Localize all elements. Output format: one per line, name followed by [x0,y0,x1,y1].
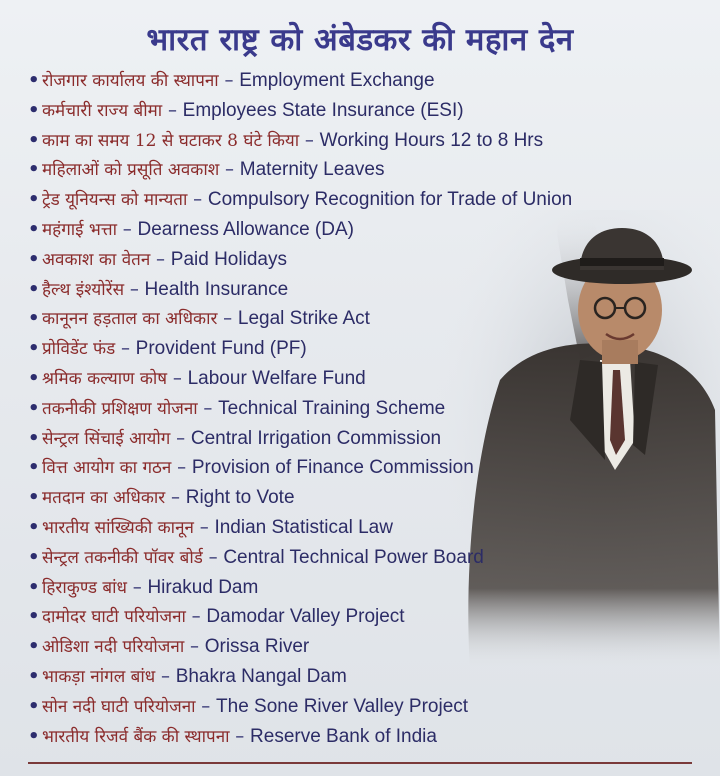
item-separator: – [191,606,201,628]
item-english: Legal Strike Act [237,308,370,330]
item-separator: – [225,159,235,181]
item-hindi: सेन्ट्रल तकनीकी पॉवर बोर्ड [42,547,203,568]
item-english: Compulsory Recognition for Trade of Union [207,189,573,211]
item-english: Hirakud Dam [147,576,259,598]
item-separator: – [120,338,130,360]
item-english: Indian Statistical Law [214,516,393,538]
item-separator: – [129,278,139,300]
item-separator: – [208,546,218,568]
item-english: Central Technical Power Board [223,546,484,568]
list-item [28,424,572,454]
bullet-icon: • [28,457,40,479]
bottom-divider [28,762,692,764]
item-english: Orissa River [204,636,310,658]
item-english: Employees State Insurance (ESI) [182,99,464,121]
item-separator: – [176,427,186,449]
item-separator: – [223,308,233,330]
item-separator: – [160,665,170,687]
list-item [28,334,572,364]
item-hindi: भारतीय रिजर्व बैंक की स्थापना [42,726,230,747]
item-hindi: अवकाश का वेतन [42,249,151,270]
item-hindi: महिलाओं को प्रसूति अवकाश [42,160,220,181]
bullet-icon: • [28,665,40,687]
bullet-icon: • [28,397,40,419]
bullet-icon: • [28,129,40,151]
page-title: भारत राष्ट्र को अंबेडकर की महान देन [146,22,574,58]
item-hindi: महंगाई भत्ता [42,219,118,240]
item-english: Dearness Allowance (DA) [137,218,354,240]
item-hindi: ओडिशा नदी परियोजना [42,637,185,658]
list-item [28,66,572,96]
bullet-icon: • [28,338,40,360]
item-separator: – [170,487,180,509]
item-hindi: दामोदर घाटी परियोजना [42,607,186,628]
item-separator: – [122,218,132,240]
item-english: The Sone River Valley Project [216,695,469,717]
item-hindi: कानूनन हड़ताल का अधिकार [42,309,218,330]
item-hindi: भारतीय सांख्यिकी कानून [42,517,194,538]
item-separator: – [172,367,182,389]
bullet-icon: • [28,606,40,628]
list-item [28,602,572,632]
item-hindi: प्रोविडेंट फंड [42,339,116,360]
list-item [28,96,572,126]
item-english: Working Hours 12 to 8 Hrs [319,129,544,151]
bullet-icon: • [28,248,40,270]
bullet-icon: • [28,99,40,121]
item-hindi: रोजगार कार्यालय की स्थापना [42,71,219,91]
item-separator: – [224,70,234,91]
item-separator: – [167,99,177,121]
item-english: Employment Exchange [239,70,435,91]
list-item [28,632,572,662]
bullet-icon: • [28,308,40,330]
bullet-icon: • [28,278,40,300]
item-hindi: हिराकुण्ड बांध [42,577,127,598]
bullet-icon: • [28,487,40,509]
item-english: Provision of Finance Commission [191,457,474,479]
item-hindi: हैल्थ इंश्योरेंस [42,279,125,300]
list-item [28,513,572,543]
bullet-icon: • [28,576,40,598]
bullet-icon: • [28,636,40,658]
list-item [28,543,572,573]
item-english: Reserve Bank of India [250,725,437,747]
list-item [28,275,572,305]
list-item [28,692,572,722]
item-separator: – [235,725,245,747]
item-separator: – [190,636,199,658]
item-separator: – [203,397,213,419]
item-english: Damodar Valley Project [206,606,405,628]
list-item [28,364,572,394]
item-separator: – [304,129,314,151]
list-item [28,155,572,185]
list-item [28,573,572,603]
item-hindi: सेन्ट्रल सिंचाई आयोग [42,428,171,449]
item-separator: – [199,516,209,538]
bullet-icon: • [28,725,40,747]
item-hindi: सोन नदी घाटी परियोजना [42,696,196,717]
list-item [28,215,572,245]
item-separator: – [132,576,142,598]
list-item [28,185,572,215]
item-hindi: कर्मचारी राज्य बीमा [42,100,163,121]
bullet-icon: • [28,695,40,717]
item-separator: – [177,457,187,479]
item-english: Maternity Leaves [239,159,385,181]
bullet-icon: • [28,367,40,389]
item-hindi: श्रमिक कल्याण कोष [42,368,168,389]
item-english: Bhakra Nangal Dam [175,665,347,687]
item-english: Right to Vote [185,487,295,509]
item-hindi: ट्रेड यूनियन्स को मान्यता [42,190,188,211]
bullet-icon: • [28,70,40,91]
list-item [28,304,572,334]
item-english: Paid Holidays [170,248,287,270]
list-item [28,483,572,513]
item-hindi: काम का समय 12 से घटाकर 8 घंटे किया [42,130,300,151]
item-english: Technical Training Scheme [218,397,446,419]
bullet-icon: • [28,546,40,568]
item-separator: – [193,189,203,211]
item-english: Central Irrigation Commission [190,427,442,449]
item-separator: – [156,248,166,270]
list-item [28,126,572,156]
bullet-icon: • [28,159,40,181]
list-item [28,722,572,752]
list-item [28,453,572,483]
list-item [28,245,572,275]
bullet-icon: • [28,189,40,211]
bullet-icon: • [28,427,40,449]
list-item [28,662,572,692]
item-english: Provident Fund (PF) [135,338,307,360]
contribution-list [28,66,572,751]
item-hindi: भाकड़ा नांगल बांध [42,666,156,687]
bullet-icon: • [28,516,40,538]
item-separator: – [201,695,211,717]
item-hindi: वित्त आयोग का गठन [42,458,172,479]
item-hindi: तकनीकी प्रशिक्षण योजना [42,398,198,419]
item-hindi: मतदान का अधिकार [42,488,166,509]
item-english: Health Insurance [144,278,289,300]
list-item [28,394,572,424]
bullet-icon: • [28,218,40,240]
item-english: Labour Welfare Fund [187,367,366,389]
